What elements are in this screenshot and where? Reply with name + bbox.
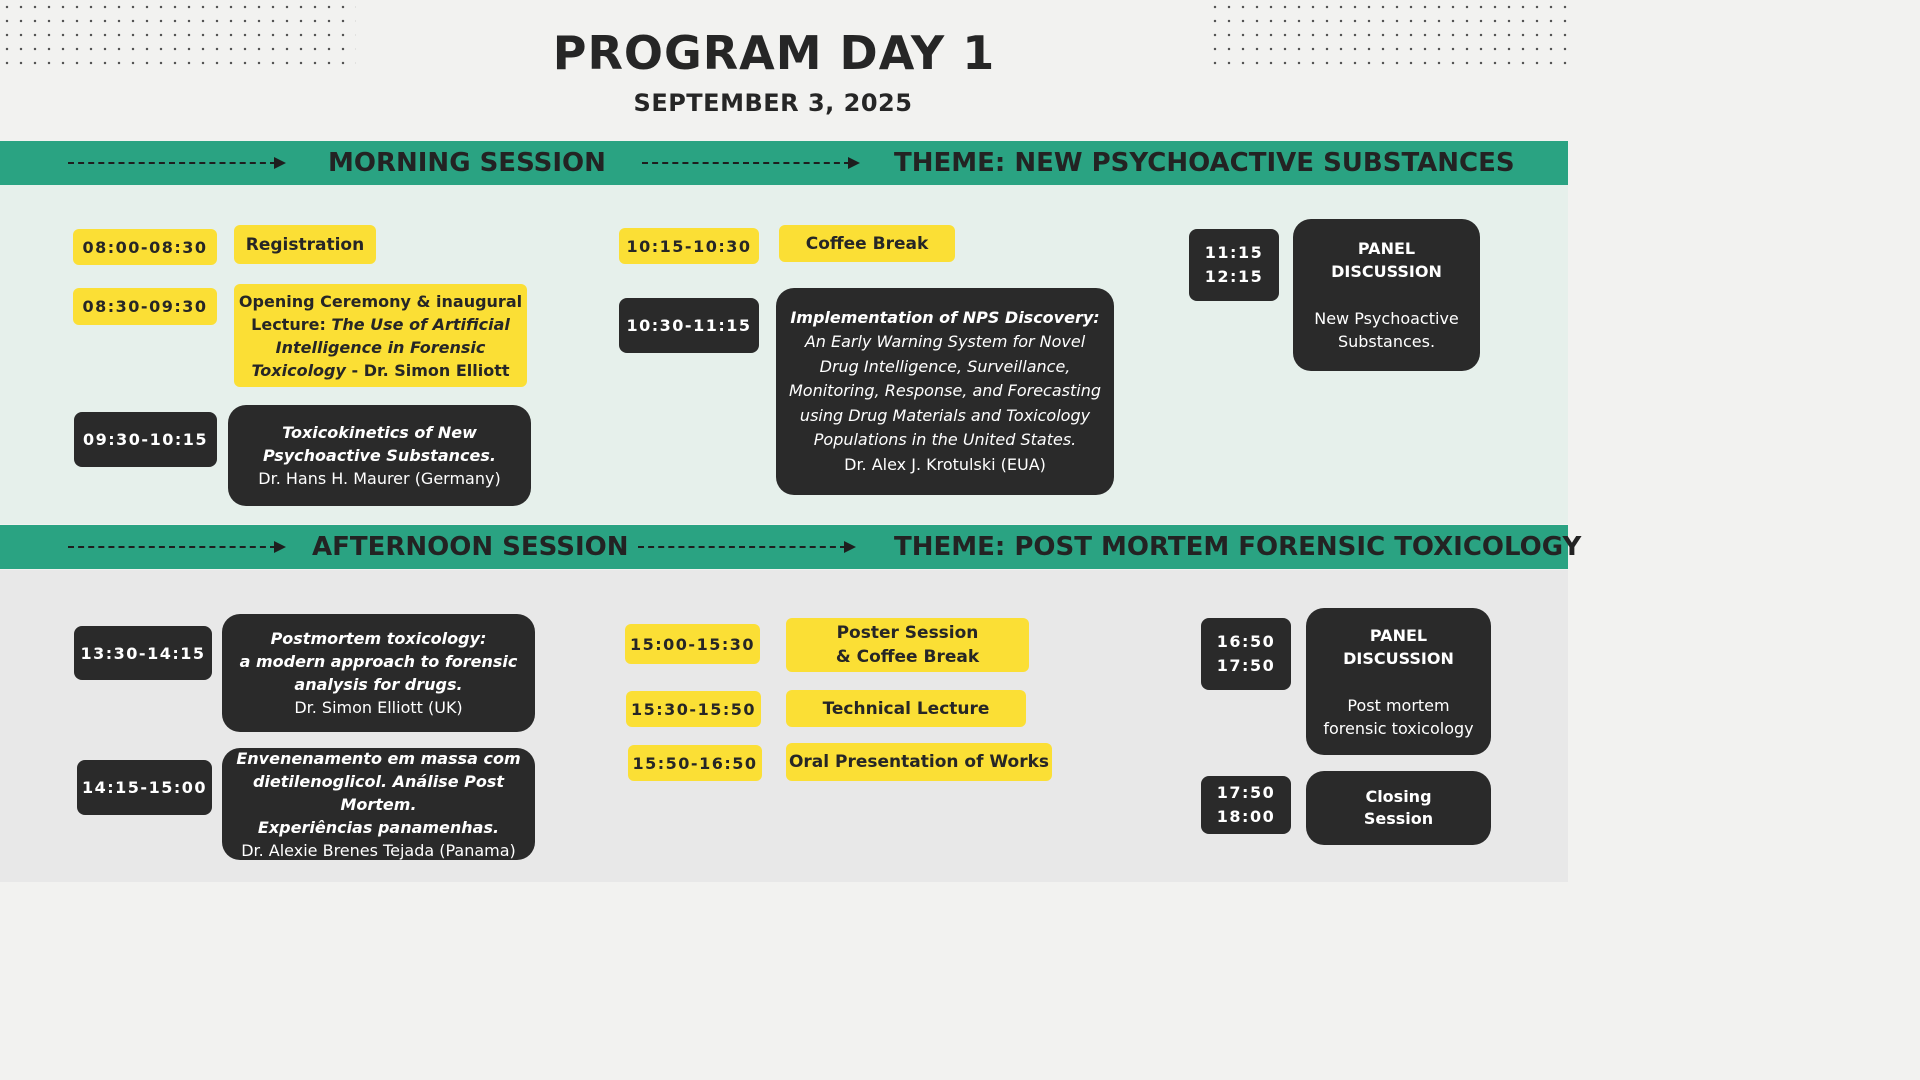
afternoon-session-label: AFTERNOON SESSION [312, 532, 629, 562]
poster-session-box: Poster Session & Coffee Break [786, 618, 1029, 672]
time-badge: 09:30-10:15 [74, 412, 217, 467]
page-date: SEPTEMBER 3, 2025 [633, 89, 913, 117]
panel-title: PANEL [1369, 625, 1428, 645]
panel-title: PANEL [1357, 239, 1416, 258]
panel-topic: New Psychoactive [1314, 309, 1459, 328]
dashed-arrow-icon [638, 546, 846, 548]
time-badge: 10:30-11:15 [619, 298, 759, 353]
afternoon-theme-label: THEME: POST MORTEM FORENSIC TOXICOLOGY [894, 532, 1582, 562]
talk-title: Psychoactive Substances. [263, 446, 496, 465]
time-badge: 08:30-09:30 [73, 288, 217, 325]
page-title: PROGRAM DAY 1 [552, 26, 996, 80]
time-badge: 16:50 17:50 [1201, 618, 1291, 690]
opening-line-3: Intelligence in Forensic [275, 337, 486, 357]
talk-description: Monitoring, Response, and Forecasting [788, 381, 1102, 401]
speaker-name: Dr. Simon Elliott (UK) [294, 698, 463, 717]
panel-title: DISCUSSION [1331, 262, 1442, 281]
opening-line-1: Opening Ceremony & inaugural [238, 291, 523, 311]
morning-session-label: MORNING SESSION [328, 148, 606, 178]
nps-discovery-card [776, 288, 1114, 495]
opening-line-2: Lecture: The Use of Artificial [251, 314, 510, 334]
panel-discussion-card [1306, 608, 1491, 755]
time-badge: 17:50 18:00 [1201, 776, 1291, 834]
talk-title: Postmortem toxicology: [270, 629, 487, 648]
registration-box: Registration [234, 225, 376, 264]
time-badge: 14:15-15:00 [77, 760, 212, 815]
envenenamento-card [222, 748, 535, 860]
panel-discussion-card [1293, 219, 1480, 371]
time-badge: 15:50-16:50 [628, 745, 762, 781]
technical-lecture-box: Technical Lecture [786, 690, 1026, 727]
talk-description: Drug Intelligence, Surveillance, [819, 356, 1071, 376]
morning-theme-label: THEME: NEW PSYCHOACTIVE SUBSTANCES [894, 148, 1515, 178]
talk-title: dietilenoglicol. Análise Post Mortem. [252, 771, 505, 814]
dashed-arrow-icon [68, 162, 276, 164]
talk-description: Populations in the United States. [813, 430, 1077, 450]
dashed-arrow-icon [642, 162, 850, 164]
time-badge: 15:00-15:30 [625, 624, 760, 664]
afternoon-band [0, 525, 1582, 569]
panel-title: DISCUSSION [1343, 648, 1454, 668]
speaker-name: Dr. Alexie Brenes Tejada (Panama) [241, 840, 516, 860]
postmortem-card [222, 614, 535, 732]
talk-title: Implementation of NPS Discovery: [790, 307, 1100, 327]
time-badge: 08:00-08:30 [73, 229, 217, 265]
talk-description: using Drug Materials and Toxicology [799, 405, 1091, 425]
oral-presentation-box: Oral Presentation of Works [786, 743, 1052, 781]
speaker-name: Dr. Alex J. Krotulski (EUA) [844, 454, 1046, 474]
talk-description: An Early Warning System for Novel [804, 332, 1086, 352]
talk-title: analysis for drugs. [294, 675, 463, 694]
opening-line-4: Toxicology - Dr. Simon Elliott [251, 360, 510, 380]
speaker-name: Dr. Hans H. Maurer (Germany) [258, 469, 501, 488]
panel-topic: Post mortem [1347, 695, 1450, 715]
dashed-arrow-icon [68, 546, 276, 548]
opening-ceremony-box [234, 284, 527, 387]
time-badge: 11:15 12:15 [1189, 229, 1279, 301]
talk-title: Toxicokinetics of New [282, 423, 477, 442]
panel-topic: forensic toxicology [1323, 718, 1474, 738]
morning-band [0, 141, 1568, 185]
talk-title: a modern approach to forensic [239, 652, 518, 671]
closing-session-card: Closing Session [1306, 771, 1491, 845]
time-badge: 10:15-10:30 [619, 228, 759, 264]
panel-topic: Substances. [1337, 332, 1436, 351]
talk-title: Envenenamento em massa com [236, 748, 521, 768]
talk-title: Experiências panamenhas. [257, 817, 500, 837]
time-badge: 13:30-14:15 [74, 626, 212, 680]
time-badge: 15:30-15:50 [626, 691, 761, 727]
toxicokinetics-card [228, 405, 531, 506]
coffee-break-box: Coffee Break [779, 225, 955, 262]
